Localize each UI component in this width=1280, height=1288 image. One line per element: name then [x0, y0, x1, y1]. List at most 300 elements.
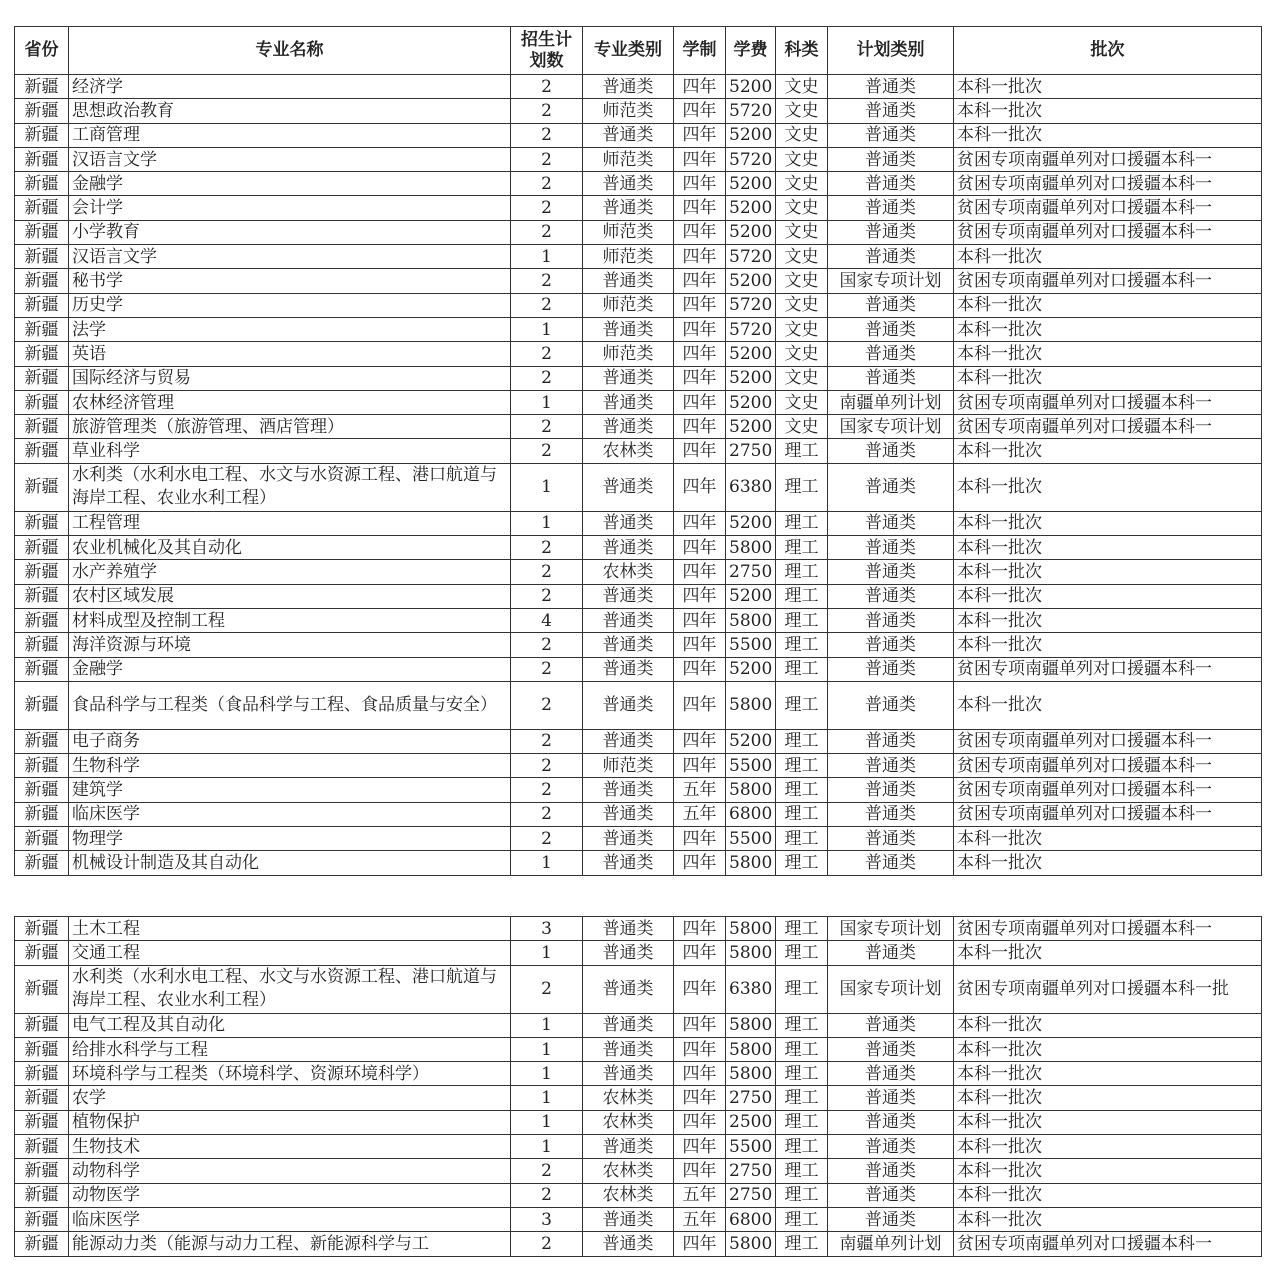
major-name-cell: 材料成型及控制工程 — [69, 608, 511, 632]
subject-type-cell: 理工 — [776, 827, 828, 851]
subject-type-cell: 理工 — [776, 657, 828, 681]
duration-cell: 四年 — [674, 75, 726, 99]
batch-cell: 本科一批次 — [954, 1159, 1262, 1183]
major-name-cell: 给排水科学与工程 — [69, 1037, 511, 1061]
subject-type-cell: 理工 — [776, 917, 828, 941]
major-category-cell: 师范类 — [583, 147, 674, 171]
duration-cell: 四年 — [674, 1110, 726, 1134]
major-category-cell: 师范类 — [583, 754, 674, 778]
duration-cell: 四年 — [674, 657, 726, 681]
quota-cell: 2 — [511, 633, 583, 657]
major-name-cell: 建筑学 — [69, 778, 511, 802]
major-category-cell: 普通类 — [583, 123, 674, 147]
plan-type-cell: 普通类 — [828, 342, 954, 366]
subject-type-cell: 文史 — [776, 172, 828, 196]
tuition-cell: 5200 — [726, 123, 776, 147]
batch-cell: 贫困专项南疆单列对口援疆本科一 — [954, 729, 1262, 753]
major-category-cell: 普通类 — [583, 75, 674, 99]
province-cell: 新疆 — [15, 681, 69, 729]
duration-cell: 四年 — [674, 123, 726, 147]
major-name-cell: 食品科学与工程类（食品科学与工程、食品质量与安全） — [69, 681, 511, 729]
plan-type-cell: 普通类 — [828, 851, 954, 875]
subject-type-cell: 理工 — [776, 681, 828, 729]
duration-cell: 四年 — [674, 317, 726, 341]
plan-type-cell: 国家专项计划 — [828, 965, 954, 1013]
province-cell: 新疆 — [15, 1086, 69, 1110]
table-row — [15, 1183, 1262, 1207]
header-province: 省份 — [15, 27, 69, 75]
plan-type-cell: 普通类 — [828, 99, 954, 123]
duration-cell: 四年 — [674, 269, 726, 293]
tuition-cell: 2750 — [726, 1086, 776, 1110]
batch-cell: 贫困专项南疆单列对口援疆本科一 — [954, 1232, 1262, 1256]
batch-cell: 本科一批次 — [954, 123, 1262, 147]
quota-cell: 2 — [511, 293, 583, 317]
duration-cell: 四年 — [674, 511, 726, 535]
quota-cell: 2 — [511, 1159, 583, 1183]
duration-cell: 四年 — [674, 633, 726, 657]
quota-cell: 2 — [511, 366, 583, 390]
duration-cell: 四年 — [674, 827, 726, 851]
tuition-cell: 5800 — [726, 681, 776, 729]
subject-type-cell: 理工 — [776, 1086, 828, 1110]
plan-type-cell: 普通类 — [828, 439, 954, 463]
batch-cell: 本科一批次 — [954, 75, 1262, 99]
header-batch: 批次 — [954, 27, 1262, 75]
tuition-cell: 6380 — [726, 463, 776, 511]
major-category-cell: 普通类 — [583, 1037, 674, 1061]
plan-type-cell: 普通类 — [828, 220, 954, 244]
table-row — [15, 729, 1262, 753]
plan-type-cell: 普通类 — [828, 366, 954, 390]
table-row — [15, 965, 1262, 1013]
major-category-cell: 普通类 — [583, 317, 674, 341]
enrollment-table-1 — [14, 26, 1262, 876]
major-category-cell: 师范类 — [583, 220, 674, 244]
batch-cell: 贫困专项南疆单列对口援疆本科一 — [954, 415, 1262, 439]
major-name-cell: 农村区域发展 — [69, 584, 511, 608]
tuition-cell: 5800 — [726, 941, 776, 965]
major-category-cell: 普通类 — [583, 463, 674, 511]
table-row — [15, 123, 1262, 147]
table-header-row — [15, 27, 1262, 75]
duration-cell: 四年 — [674, 147, 726, 171]
quota-cell: 2 — [511, 965, 583, 1013]
major-category-cell: 师范类 — [583, 293, 674, 317]
major-category-cell: 普通类 — [583, 172, 674, 196]
batch-cell: 本科一批次 — [954, 851, 1262, 875]
major-name-cell: 汉语言文学 — [69, 245, 511, 269]
major-category-cell: 普通类 — [583, 511, 674, 535]
major-category-cell: 普通类 — [583, 1013, 674, 1037]
plan-type-cell: 普通类 — [828, 536, 954, 560]
subject-type-cell: 理工 — [776, 729, 828, 753]
province-cell: 新疆 — [15, 802, 69, 826]
plan-type-cell: 普通类 — [828, 172, 954, 196]
province-cell: 新疆 — [15, 196, 69, 220]
major-category-cell: 普通类 — [583, 366, 674, 390]
major-name-cell: 动物科学 — [69, 1159, 511, 1183]
batch-cell: 本科一批次 — [954, 1062, 1262, 1086]
quota-cell: 2 — [511, 415, 583, 439]
quota-cell: 2 — [511, 147, 583, 171]
quota-cell: 2 — [511, 802, 583, 826]
plan-type-cell: 普通类 — [828, 754, 954, 778]
major-name-cell: 法学 — [69, 317, 511, 341]
batch-cell: 贫困专项南疆单列对口援疆本科一 — [954, 390, 1262, 414]
duration-cell: 四年 — [674, 536, 726, 560]
province-cell: 新疆 — [15, 941, 69, 965]
province-cell: 新疆 — [15, 293, 69, 317]
tuition-cell: 2500 — [726, 1110, 776, 1134]
subject-type-cell: 文史 — [776, 245, 828, 269]
province-cell: 新疆 — [15, 584, 69, 608]
subject-type-cell: 理工 — [776, 754, 828, 778]
quota-cell: 2 — [511, 342, 583, 366]
major-category-cell: 普通类 — [583, 1135, 674, 1159]
major-name-cell: 生物科学 — [69, 754, 511, 778]
table-row — [15, 1159, 1262, 1183]
table-row — [15, 220, 1262, 244]
plan-type-cell: 普通类 — [828, 584, 954, 608]
duration-cell: 五年 — [674, 1207, 726, 1231]
tuition-cell: 5200 — [726, 390, 776, 414]
duration-cell: 四年 — [674, 342, 726, 366]
major-name-cell: 生物技术 — [69, 1135, 511, 1159]
table-row — [15, 778, 1262, 802]
subject-type-cell: 文史 — [776, 293, 828, 317]
plan-type-cell: 普通类 — [828, 827, 954, 851]
tuition-cell: 2750 — [726, 560, 776, 584]
tuition-cell: 5800 — [726, 851, 776, 875]
major-category-cell: 农林类 — [583, 1086, 674, 1110]
major-name-cell: 能源动力类（能源与动力工程、新能源科学与工 — [69, 1232, 511, 1256]
batch-cell: 贫困专项南疆单列对口援疆本科一 — [954, 147, 1262, 171]
quota-cell: 2 — [511, 681, 583, 729]
major-name-cell: 电气工程及其自动化 — [69, 1013, 511, 1037]
duration-cell: 四年 — [674, 941, 726, 965]
table-row — [15, 851, 1262, 875]
province-cell: 新疆 — [15, 965, 69, 1013]
major-category-cell: 普通类 — [583, 851, 674, 875]
tuition-cell: 5200 — [726, 75, 776, 99]
plan-type-cell: 普通类 — [828, 1207, 954, 1231]
plan-type-cell: 普通类 — [828, 802, 954, 826]
table-row — [15, 147, 1262, 171]
batch-cell: 本科一批次 — [954, 317, 1262, 341]
province-cell: 新疆 — [15, 172, 69, 196]
header-quota: 招生计划数 — [511, 27, 583, 75]
major-name-cell: 经济学 — [69, 75, 511, 99]
tuition-cell: 5720 — [726, 293, 776, 317]
quota-cell: 1 — [511, 941, 583, 965]
plan-type-cell: 普通类 — [828, 1110, 954, 1134]
major-category-cell: 普通类 — [583, 827, 674, 851]
quota-cell: 2 — [511, 536, 583, 560]
plan-type-cell: 普通类 — [828, 1037, 954, 1061]
duration-cell: 四年 — [674, 390, 726, 414]
major-name-cell: 工商管理 — [69, 123, 511, 147]
subject-type-cell: 理工 — [776, 511, 828, 535]
quota-cell: 1 — [511, 1013, 583, 1037]
subject-type-cell: 理工 — [776, 439, 828, 463]
major-name-cell: 机械设计制造及其自动化 — [69, 851, 511, 875]
quota-cell: 1 — [511, 1086, 583, 1110]
major-name-cell: 交通工程 — [69, 941, 511, 965]
plan-type-cell: 普通类 — [828, 317, 954, 341]
tuition-cell: 5200 — [726, 366, 776, 390]
quota-cell: 1 — [511, 1135, 583, 1159]
tuition-cell: 5800 — [726, 1062, 776, 1086]
plan-type-cell: 普通类 — [828, 1159, 954, 1183]
subject-type-cell: 理工 — [776, 608, 828, 632]
quota-cell: 2 — [511, 99, 583, 123]
quota-cell: 2 — [511, 123, 583, 147]
major-category-cell: 普通类 — [583, 778, 674, 802]
table-row — [15, 633, 1262, 657]
province-cell: 新疆 — [15, 1037, 69, 1061]
duration-cell: 四年 — [674, 245, 726, 269]
table-row — [15, 917, 1262, 941]
batch-cell: 本科一批次 — [954, 1183, 1262, 1207]
plan-type-cell: 普通类 — [828, 608, 954, 632]
tuition-cell: 5500 — [726, 754, 776, 778]
plan-type-cell: 国家专项计划 — [828, 917, 954, 941]
major-category-cell: 普通类 — [583, 657, 674, 681]
table-row — [15, 463, 1262, 511]
duration-cell: 四年 — [674, 196, 726, 220]
major-name-cell: 水利类（水利水电工程、水文与水资源工程、港口航道与海岸工程、农业水利工程） — [69, 965, 511, 1013]
plan-type-cell: 普通类 — [828, 511, 954, 535]
table-row — [15, 415, 1262, 439]
major-category-cell: 普通类 — [583, 608, 674, 632]
major-name-cell: 金融学 — [69, 172, 511, 196]
batch-cell: 贫困专项南疆单列对口援疆本科一 — [954, 657, 1262, 681]
plan-type-cell: 普通类 — [828, 147, 954, 171]
major-name-cell: 汉语言文学 — [69, 147, 511, 171]
quota-cell: 1 — [511, 511, 583, 535]
tuition-cell: 5720 — [726, 317, 776, 341]
plan-type-cell: 国家专项计划 — [828, 415, 954, 439]
major-category-cell: 普通类 — [583, 390, 674, 414]
major-category-cell: 农林类 — [583, 560, 674, 584]
major-category-cell: 普通类 — [583, 729, 674, 753]
subject-type-cell: 文史 — [776, 269, 828, 293]
duration-cell: 四年 — [674, 1135, 726, 1159]
subject-type-cell: 文史 — [776, 342, 828, 366]
major-name-cell: 农业机械化及其自动化 — [69, 536, 511, 560]
duration-cell: 四年 — [674, 1013, 726, 1037]
subject-type-cell: 理工 — [776, 1135, 828, 1159]
table-row — [15, 657, 1262, 681]
batch-cell: 贫困专项南疆单列对口援疆本科一 — [954, 802, 1262, 826]
major-category-cell: 普通类 — [583, 269, 674, 293]
table-row — [15, 99, 1262, 123]
table-row — [15, 1135, 1262, 1159]
plan-type-cell: 普通类 — [828, 463, 954, 511]
enrollment-table-2 — [14, 916, 1262, 1257]
quota-cell: 2 — [511, 220, 583, 244]
batch-cell: 本科一批次 — [954, 633, 1262, 657]
tuition-cell: 5200 — [726, 584, 776, 608]
subject-type-cell: 理工 — [776, 1207, 828, 1231]
province-cell: 新疆 — [15, 754, 69, 778]
tuition-cell: 5720 — [726, 147, 776, 171]
province-cell: 新疆 — [15, 439, 69, 463]
duration-cell: 四年 — [674, 917, 726, 941]
subject-type-cell: 理工 — [776, 778, 828, 802]
subject-type-cell: 理工 — [776, 560, 828, 584]
subject-type-cell: 理工 — [776, 584, 828, 608]
plan-type-cell: 南疆单列计划 — [828, 1232, 954, 1256]
table-row — [15, 390, 1262, 414]
subject-type-cell: 理工 — [776, 633, 828, 657]
batch-cell: 本科一批次 — [954, 1110, 1262, 1134]
batch-cell: 贫困专项南疆单列对口援疆本科一批 — [954, 965, 1262, 1013]
tuition-cell: 6800 — [726, 802, 776, 826]
subject-type-cell: 理工 — [776, 1062, 828, 1086]
batch-cell: 本科一批次 — [954, 366, 1262, 390]
quota-cell: 1 — [511, 1062, 583, 1086]
batch-cell: 本科一批次 — [954, 99, 1262, 123]
table-row — [15, 754, 1262, 778]
province-cell: 新疆 — [15, 608, 69, 632]
province-cell: 新疆 — [15, 366, 69, 390]
major-name-cell: 历史学 — [69, 293, 511, 317]
batch-cell: 本科一批次 — [954, 1086, 1262, 1110]
province-cell: 新疆 — [15, 342, 69, 366]
major-name-cell: 秘书学 — [69, 269, 511, 293]
batch-cell: 本科一批次 — [954, 463, 1262, 511]
subject-type-cell: 文史 — [776, 99, 828, 123]
duration-cell: 五年 — [674, 778, 726, 802]
table-row — [15, 560, 1262, 584]
batch-cell: 本科一批次 — [954, 941, 1262, 965]
duration-cell: 四年 — [674, 754, 726, 778]
duration-cell: 四年 — [674, 1232, 726, 1256]
province-cell: 新疆 — [15, 1110, 69, 1134]
tuition-cell: 5800 — [726, 778, 776, 802]
duration-cell: 四年 — [674, 439, 726, 463]
batch-cell: 本科一批次 — [954, 245, 1262, 269]
tuition-cell: 5200 — [726, 415, 776, 439]
plan-type-cell: 普通类 — [828, 560, 954, 584]
major-name-cell: 英语 — [69, 342, 511, 366]
tuition-cell: 5800 — [726, 1037, 776, 1061]
subject-type-cell: 理工 — [776, 1037, 828, 1061]
plan-type-cell: 国家专项计划 — [828, 269, 954, 293]
subject-type-cell: 文史 — [776, 317, 828, 341]
table-row — [15, 536, 1262, 560]
tuition-cell: 5200 — [726, 172, 776, 196]
table-row — [15, 317, 1262, 341]
tuition-cell: 2750 — [726, 1159, 776, 1183]
province-cell: 新疆 — [15, 851, 69, 875]
subject-type-cell: 理工 — [776, 802, 828, 826]
plan-type-cell: 普通类 — [828, 123, 954, 147]
batch-cell: 本科一批次 — [954, 1135, 1262, 1159]
province-cell: 新疆 — [15, 390, 69, 414]
major-category-cell: 师范类 — [583, 99, 674, 123]
header-duration: 学制 — [674, 27, 726, 75]
tuition-cell: 5720 — [726, 245, 776, 269]
tuition-cell: 5200 — [726, 511, 776, 535]
plan-type-cell: 普通类 — [828, 293, 954, 317]
province-cell: 新疆 — [15, 536, 69, 560]
province-cell: 新疆 — [15, 657, 69, 681]
batch-cell: 本科一批次 — [954, 511, 1262, 535]
province-cell: 新疆 — [15, 1013, 69, 1037]
plan-type-cell: 普通类 — [828, 729, 954, 753]
quota-cell: 2 — [511, 172, 583, 196]
duration-cell: 四年 — [674, 366, 726, 390]
duration-cell: 四年 — [674, 463, 726, 511]
batch-cell: 本科一批次 — [954, 439, 1262, 463]
major-category-cell: 普通类 — [583, 1207, 674, 1231]
major-category-cell: 普通类 — [583, 681, 674, 729]
province-cell: 新疆 — [15, 220, 69, 244]
major-name-cell: 工程管理 — [69, 511, 511, 535]
table-row — [15, 1232, 1262, 1256]
major-name-cell: 临床医学 — [69, 802, 511, 826]
batch-cell: 本科一批次 — [954, 536, 1262, 560]
duration-cell: 四年 — [674, 965, 726, 1013]
tuition-cell: 5200 — [726, 269, 776, 293]
tuition-cell: 5720 — [726, 99, 776, 123]
quota-cell: 1 — [511, 317, 583, 341]
tuition-cell: 5200 — [726, 657, 776, 681]
quota-cell: 2 — [511, 584, 583, 608]
duration-cell: 四年 — [674, 584, 726, 608]
batch-cell: 贫困专项南疆单列对口援疆本科一 — [954, 220, 1262, 244]
quota-cell: 2 — [511, 196, 583, 220]
table-row — [15, 1086, 1262, 1110]
duration-cell: 五年 — [674, 802, 726, 826]
major-name-cell: 电子商务 — [69, 729, 511, 753]
subject-type-cell: 理工 — [776, 1159, 828, 1183]
tuition-cell: 5800 — [726, 1013, 776, 1037]
plan-type-cell: 普通类 — [828, 1062, 954, 1086]
table-row — [15, 269, 1262, 293]
province-cell: 新疆 — [15, 1232, 69, 1256]
province-cell: 新疆 — [15, 560, 69, 584]
batch-cell: 本科一批次 — [954, 560, 1262, 584]
tuition-cell: 5800 — [726, 1232, 776, 1256]
tuition-cell: 2750 — [726, 439, 776, 463]
province-cell: 新疆 — [15, 778, 69, 802]
tuition-cell: 5800 — [726, 608, 776, 632]
major-name-cell: 旅游管理类（旅游管理、酒店管理） — [69, 415, 511, 439]
batch-cell: 贫困专项南疆单列对口援疆本科一 — [954, 754, 1262, 778]
table-row — [15, 827, 1262, 851]
quota-cell: 2 — [511, 1183, 583, 1207]
tuition-cell: 5800 — [726, 536, 776, 560]
table-row — [15, 681, 1262, 729]
header-plan-type: 计划类别 — [828, 27, 954, 75]
province-cell: 新疆 — [15, 463, 69, 511]
major-name-cell: 草业科学 — [69, 439, 511, 463]
quota-cell: 3 — [511, 1207, 583, 1231]
major-name-cell: 植物保护 — [69, 1110, 511, 1134]
quota-cell: 2 — [511, 657, 583, 681]
major-name-cell: 临床医学 — [69, 1207, 511, 1231]
province-cell: 新疆 — [15, 99, 69, 123]
table-row — [15, 1207, 1262, 1231]
duration-cell: 四年 — [674, 608, 726, 632]
subject-type-cell: 理工 — [776, 1013, 828, 1037]
table-row — [15, 196, 1262, 220]
header-subject-type: 科类 — [776, 27, 828, 75]
